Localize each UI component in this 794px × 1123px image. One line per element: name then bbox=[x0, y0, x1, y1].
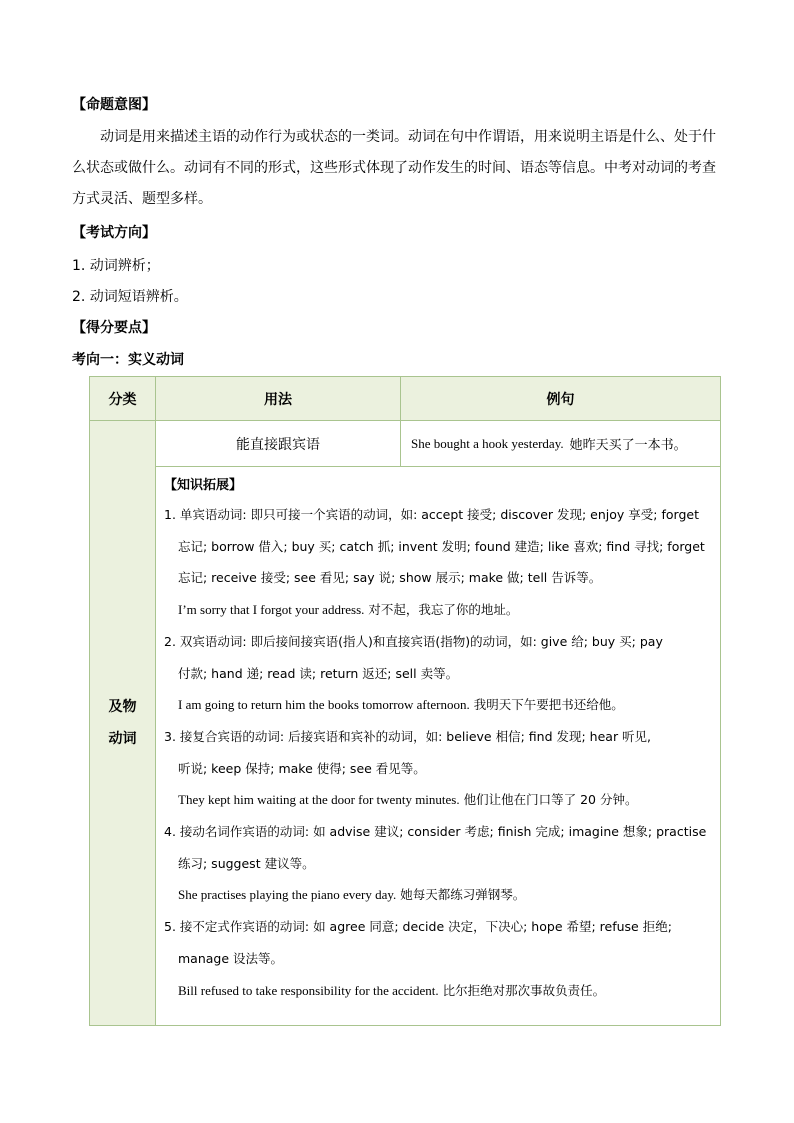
extension-lines bbox=[164, 499, 714, 1006]
extension-item-continued: 练习; suggest 建议等。 bbox=[178, 855, 315, 871]
intent-line-1: 动词是用来描述主语的动作行为或状态的一类词。动词在句中作谓语，用来说明主语是什么、处于什 bbox=[100, 129, 716, 145]
extension-title: 【知识拓展】 bbox=[164, 478, 243, 493]
extension-item: 2. 双宾语动词: 即后接间接宾语(指人)和直接宾语(指物)的动词，如: give 给; buy 买; pay bbox=[164, 633, 663, 649]
extension-item-continued: manage 设法等。 bbox=[178, 950, 284, 966]
category-transitive-verb bbox=[90, 421, 156, 1025]
extension-example-en: She practises playing the piano every day. bbox=[178, 887, 397, 903]
extension-example-cn: 我明天下午要把书还给他。 bbox=[473, 697, 624, 713]
extension-item-continued: 付款; hand 递; read 读; return 返还; sell 卖等。 bbox=[178, 665, 459, 681]
extension-example-cn: 他们让他在门口等了 20 分钟。 bbox=[463, 792, 638, 808]
category-line-1: 及物 bbox=[108, 699, 137, 715]
knowledge-extension bbox=[156, 467, 720, 1025]
verb-table bbox=[89, 376, 721, 1026]
intent-line-3: 方式灵活、题型多样。 bbox=[72, 191, 212, 207]
extension-item-continued: 听说; keep 保持; make 使得; see 看见等。 bbox=[178, 760, 426, 776]
header-example: 例句 bbox=[401, 377, 720, 421]
direction-heading: 【考试方向】 bbox=[72, 225, 156, 241]
header-category: 分类 bbox=[90, 377, 156, 421]
header-usage: 用法 bbox=[156, 377, 401, 421]
extension-item-continued: 忘记; borrow 借入; buy 买; catch 抓; invent 发明; found 建造; like 喜欢; find 寻找; forget bbox=[178, 538, 705, 554]
extension-example bbox=[164, 784, 714, 816]
intent-paragraph bbox=[72, 122, 724, 215]
usage-cell: 能直接跟宾语 bbox=[156, 421, 401, 467]
extension-item: 4. 接动名词作宾语的动词: 如 advise 建议; consider 考虑; finish 完成; imagine 想象; practise bbox=[164, 824, 707, 840]
example-cn: 她昨天买了一本书。 bbox=[569, 438, 687, 453]
extension-example-en: Bill refused to take responsibility for the accident. bbox=[178, 982, 439, 998]
extension-item: 5. 接不定式作宾语的动词: 如 agree 同意; decide 决定，下决心; hope 希望; refuse 拒绝; bbox=[164, 919, 672, 935]
extension-example-en: I’m sorry that I forgot your address. bbox=[178, 602, 365, 618]
extension-item: 1. 单宾语动词: 即只可接一个宾语的动词，如: accept 接受; discover 发现; enjoy 享受; forget bbox=[164, 507, 699, 522]
example-cell bbox=[401, 421, 720, 467]
extension-example bbox=[164, 879, 714, 911]
direction-item-2: 2. 动词短语辨析。 bbox=[72, 289, 188, 305]
extension-example-en: They kept him waiting at the door for twenty minutes. bbox=[178, 792, 460, 808]
intent-heading: 【命题意图】 bbox=[72, 97, 156, 113]
extension-example-cn: 对不起，我忘了你的地址。 bbox=[368, 602, 519, 618]
extension-example bbox=[164, 689, 714, 721]
example-en: She bought a hook yesterday. bbox=[411, 435, 564, 451]
intent-line-2: 么状态或做什么。动词有不同的形式，这些形式体现了动作发生的时间、语态等信息。中考对动词的考查 bbox=[72, 160, 716, 176]
extension-example bbox=[164, 975, 714, 1007]
extension-item: 3. 接复合宾语的动词: 后接宾语和宾补的动词，如: believe 相信; find 发现; hear 听见, bbox=[164, 728, 652, 744]
extension-example-en: I am going to return him the books tomorrow afternoon. bbox=[178, 697, 470, 713]
extension-example-cn: 比尔拒绝对那次事故负责任。 bbox=[442, 982, 606, 998]
extension-item-continued: 忘记; receive 接受; see 看见; say 说; show 展示; make 做; tell 告诉等。 bbox=[178, 570, 602, 586]
extension-example-cn: 她每天都练习弹钢琴。 bbox=[400, 887, 526, 903]
points-subtitle: 考向一：实义动词 bbox=[72, 352, 184, 368]
extension-example bbox=[164, 594, 714, 626]
points-heading: 【得分要点】 bbox=[72, 320, 156, 336]
direction-item-1: 1. 动词辨析； bbox=[72, 258, 160, 274]
category-line-2: 动词 bbox=[108, 731, 137, 747]
